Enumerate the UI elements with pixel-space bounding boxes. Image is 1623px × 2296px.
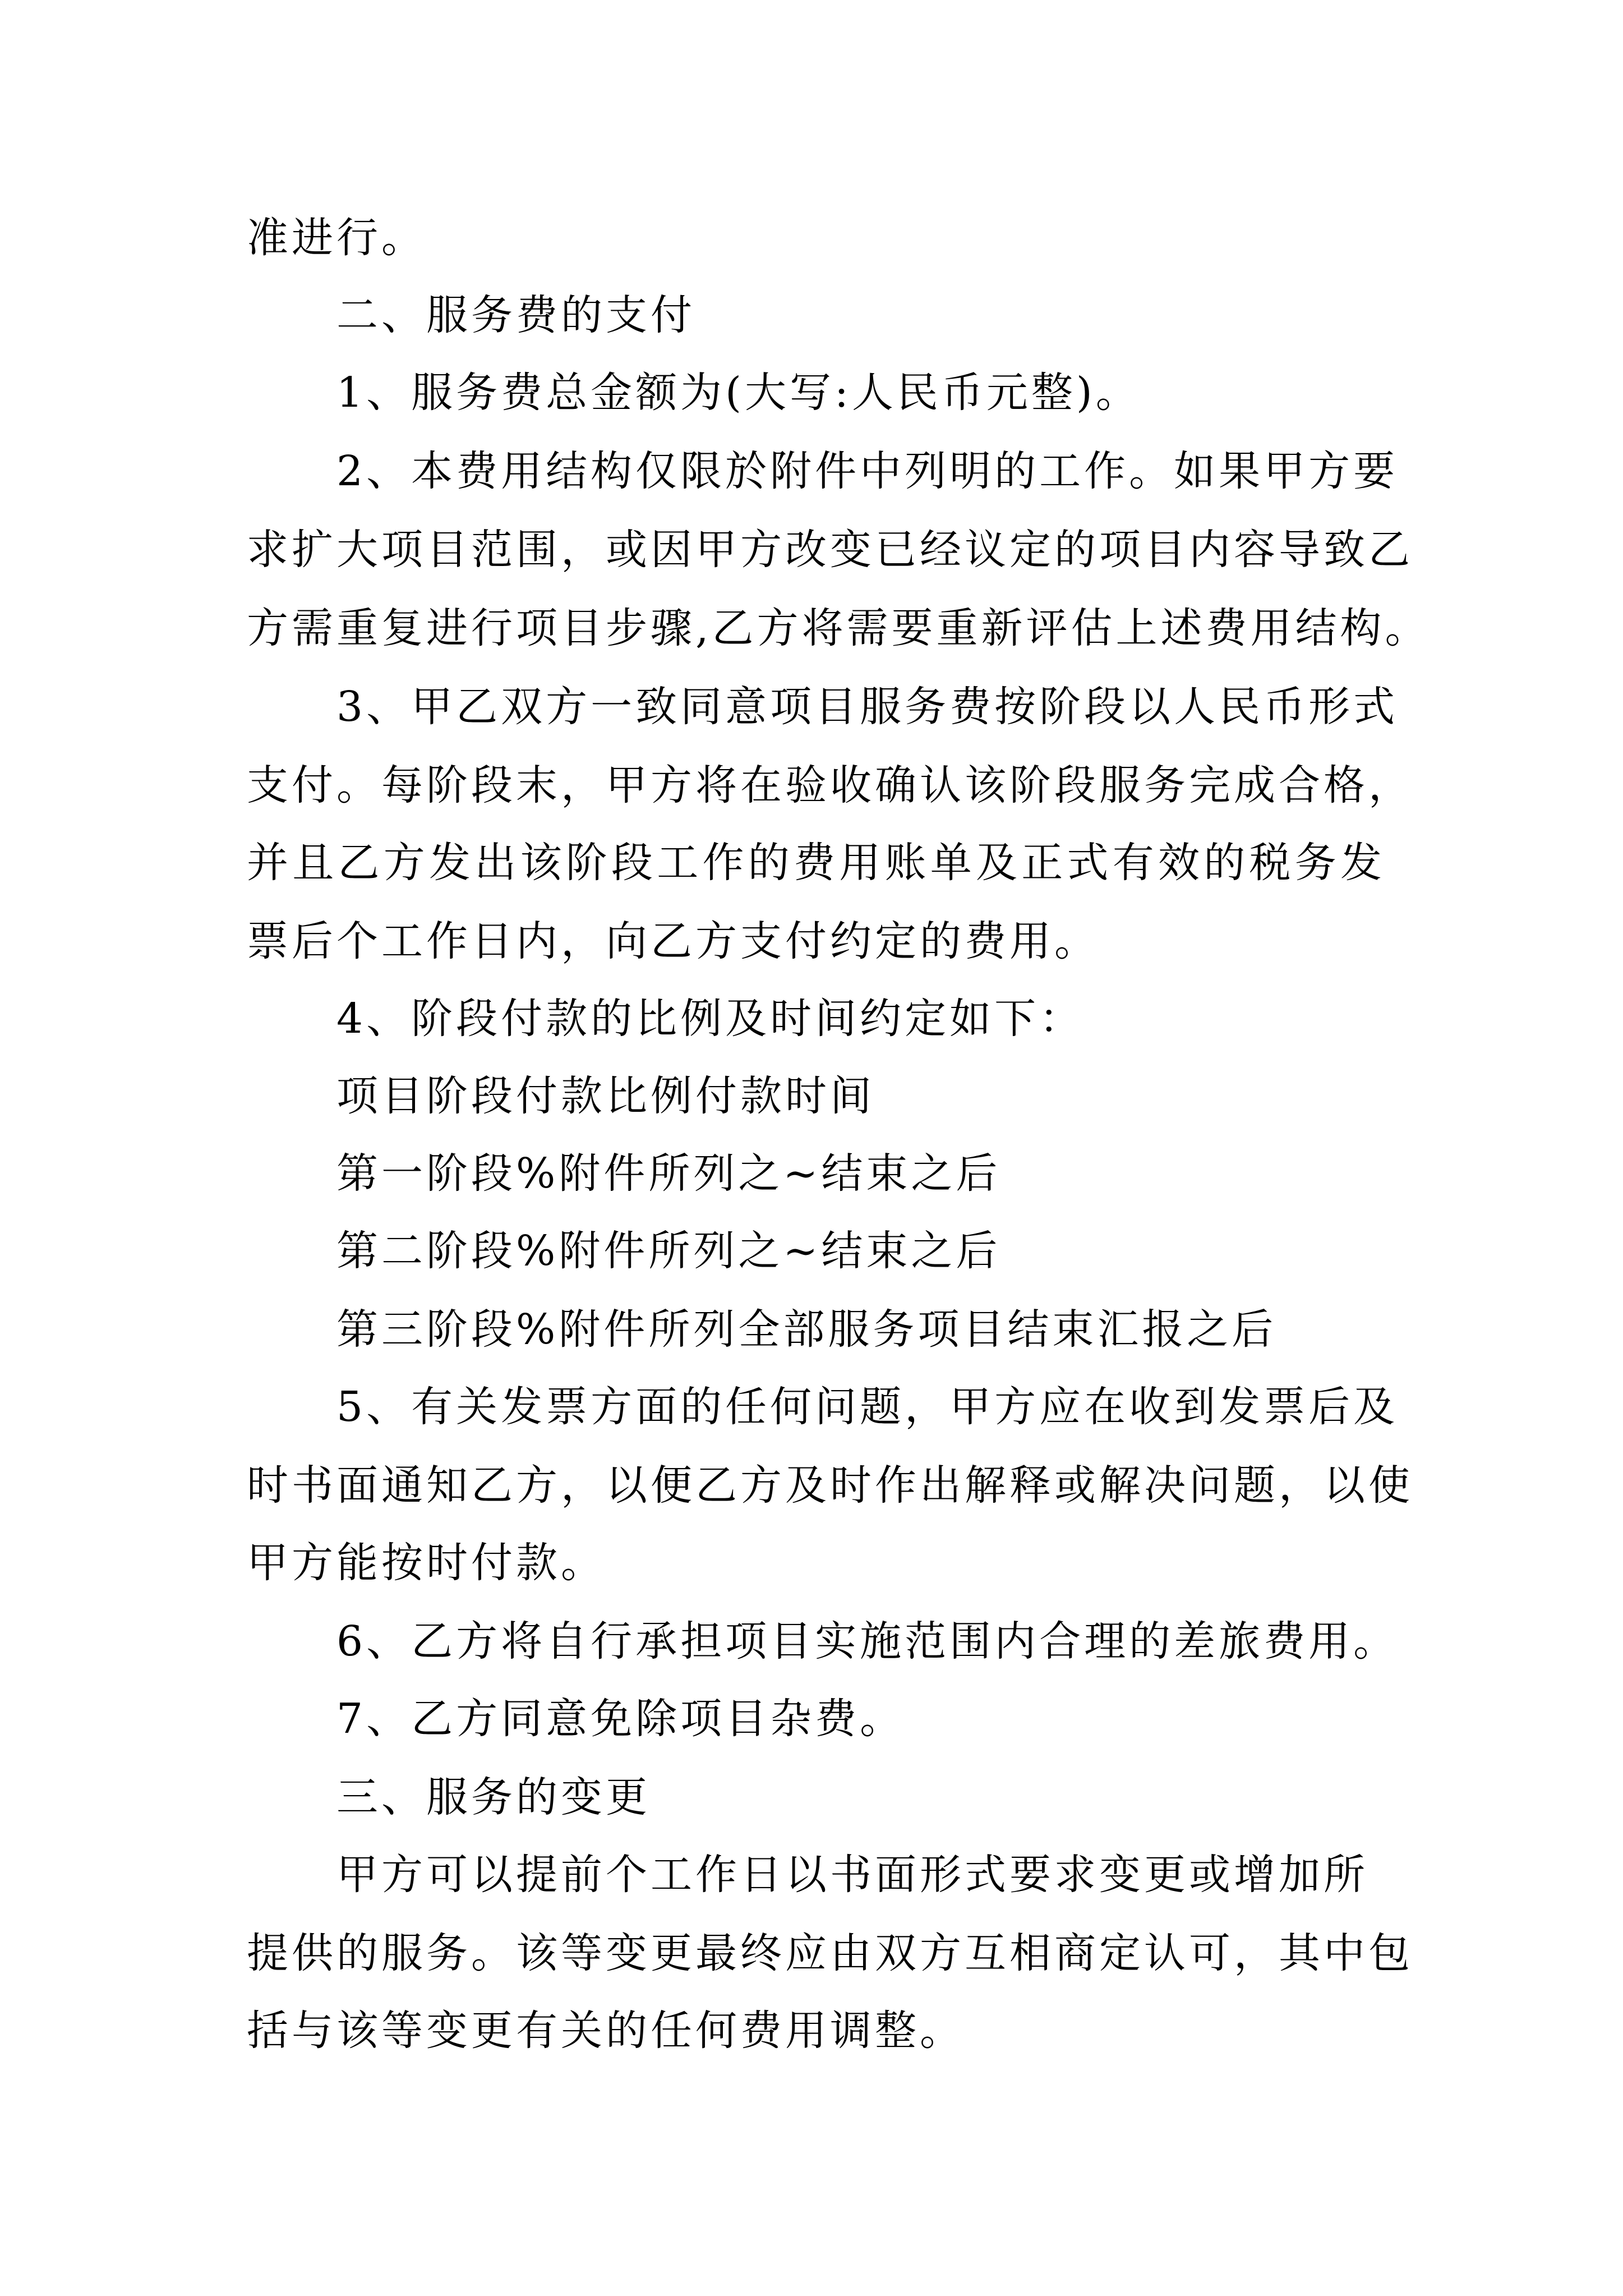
section-heading: 二、服务费的支付 xyxy=(336,291,695,339)
text-line: 6、乙方将自行承担项目实施范围内合理的差旅费用。 xyxy=(336,1617,1399,1665)
text-line: 1、服务费总金额为(大写:人民币元整)。 xyxy=(336,369,1141,417)
text-line: 3、甲乙双方一致同意项目服务费按阶段以人民币形式 xyxy=(336,683,1399,731)
text-line: 时书面通知乙方，以便乙方及时作出解释或解决问题，以使 xyxy=(247,1461,1413,1510)
text-line: 7、乙方同意免除项目杂费。 xyxy=(336,1695,905,1743)
table-header-line: 项目阶段付款比例付款时间 xyxy=(336,1072,875,1120)
text-line: 支付。每阶段末，甲方将在验收确认该阶段服务完成合格， xyxy=(247,761,1413,809)
text-line: 甲方能按时付款。 xyxy=(247,1539,606,1587)
table-row-line: 第一阶段%附件所列之~结束之后 xyxy=(336,1149,1001,1198)
text-line: 求扩大项目范围，或因甲方改变已经议定的项目内容导致乙 xyxy=(247,526,1413,574)
text-line: 准进行。 xyxy=(247,214,426,262)
table-row-line: 第三阶段%附件所列全部服务项目结束汇报之后 xyxy=(336,1305,1277,1354)
text-line: 票后个工作日内，向乙方支付约定的费用。 xyxy=(247,917,1099,965)
text-line: 并且乙方发出该阶段工作的费用账单及正式有效的税务发 xyxy=(247,839,1385,887)
text-line: 括与该等变更有关的任何费用调整。 xyxy=(247,2007,965,2055)
text-line: 4、阶段付款的比例及时间约定如下： xyxy=(336,995,1085,1043)
text-line: 方需重复进行项目步骤,乙方将需要重新评估上述费用结构。 xyxy=(247,604,1430,652)
section-heading: 三、服务的变更 xyxy=(336,1773,651,1821)
text-line: 5、有关发票方面的任何问题，甲方应在收到发票后及 xyxy=(336,1383,1399,1431)
table-row-line: 第二阶段%附件所列之~结束之后 xyxy=(336,1227,1001,1275)
text-line: 提供的服务。该等变更最终应由双方互相商定认可，其中包 xyxy=(247,1929,1413,1977)
text-line: 甲方可以提前个工作日以书面形式要求变更或增加所 xyxy=(336,1851,1368,1899)
text-line: 2、本费用结构仅限於附件中列明的工作。如果甲方要 xyxy=(336,447,1399,495)
